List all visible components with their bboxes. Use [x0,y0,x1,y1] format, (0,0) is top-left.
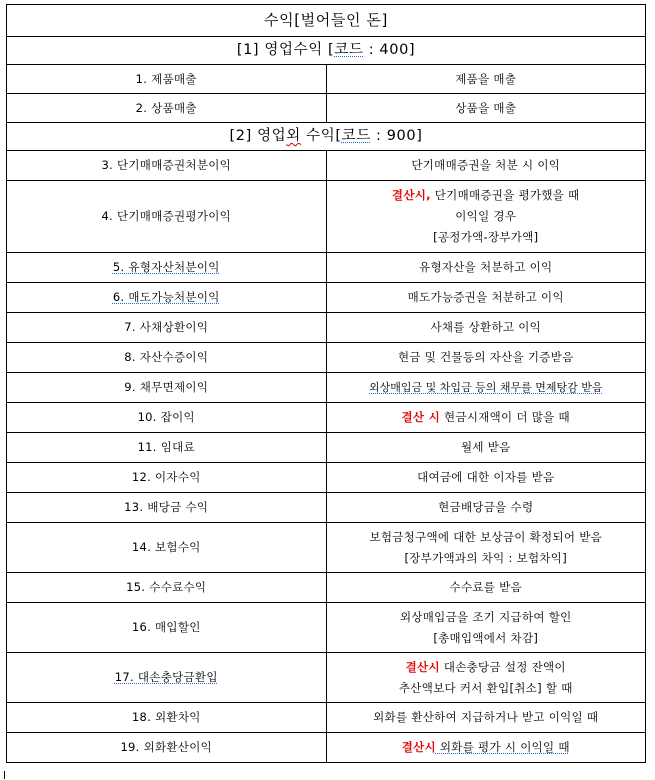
section-prefix: [1] 영업수익 [ [236,42,335,58]
account-description [326,573,646,603]
desc-line: 추산액보다 커서 환입[취소] 할 때 [398,680,573,695]
desc-line: 제품을 매출 [455,71,517,86]
account-description [326,181,646,253]
desc-line: 상품을 매출 [455,100,517,115]
text-cursor [4,771,5,779]
closing-highlight: 결산시 [405,659,440,674]
desc-line: 보험금청구액에 대한 보상금이 확정되어 받음 [369,529,603,544]
account-name: 8. 자산수증이익 [7,343,327,373]
desc-line: 유형자산을 처분하고 이익 [419,260,553,274]
table-row [7,151,646,181]
table-row [7,94,646,123]
desc-line: 월세 받음 [460,440,511,454]
desc-line: 단기매매증권을 평가했을 때 [430,188,580,202]
section-mid: 수익[ [300,128,342,144]
account-description [326,403,646,433]
account-name: 18. 외환차익 [7,703,327,733]
account-description [326,65,646,94]
section-code: 코드 [341,128,371,144]
table-row [7,65,646,94]
account-description [326,313,646,343]
account-name [7,253,327,283]
table-row [7,283,646,313]
section-nonoperating-row [7,123,646,151]
table-header-row [7,5,646,37]
table-row [7,703,646,733]
table-row [7,523,646,573]
table-row [7,181,646,253]
desc-line: [장부가액과의 차익 : 보험차익] [404,550,568,565]
desc-line: 대여금에 대한 이자를 받음 [417,470,555,484]
account-description [326,433,646,463]
table-title-text: 수익[벌어들인 돈] [264,11,388,29]
account-name: 2. 상품매출 [7,94,327,123]
account-description [326,253,646,283]
table-row [7,463,646,493]
desc-line: 외화를 평가 시 이익일 때 [435,740,570,754]
closing-highlight: 결산시, [391,188,431,202]
account-description [326,653,646,703]
table-row [7,653,646,703]
revenue-table [6,4,646,763]
table-row [7,433,646,463]
account-name [7,653,327,703]
account-name-text: 6. 매도가능처분이익 [112,290,220,304]
account-name: 12. 이자수익 [7,463,327,493]
desc-line: [공정가액-장부가액] [433,230,539,244]
section-nonoperating-title [7,123,646,151]
section-wavy: 외 [286,128,301,144]
account-description [326,463,646,493]
desc-line: 사채를 상환하고 이익 [430,320,542,334]
account-description [326,151,646,181]
account-description [326,523,646,573]
account-name: 10. 잡이익 [7,403,327,433]
table-row [7,343,646,373]
closing-highlight: 결산 시 [401,410,441,424]
table-row [7,403,646,433]
table-row [7,603,646,653]
desc-line: [총매입액에서 차감] [433,630,539,645]
account-description [326,343,646,373]
account-description [326,373,646,403]
account-name: 4. 단기매매증권평가이익 [7,181,327,253]
account-name: 1. 제품매출 [7,65,327,94]
account-name-text: 5. 유형자산처분이익 [112,260,220,274]
desc-line: 매도가능증권을 처분하고 이익 [407,290,564,304]
account-description [326,493,646,523]
desc-line: 수수료를 받음 [449,580,522,594]
account-name: 11. 임대료 [7,433,327,463]
desc-line: 외화를 환산하여 지급하거나 받고 이익일 때 [373,710,599,724]
account-description [326,94,646,123]
closing-highlight: 결산시 [401,740,436,754]
table-row [7,493,646,523]
account-description [326,283,646,313]
account-description [326,603,646,653]
section-code: 코드 [334,42,364,58]
account-name: 19. 외화환산이익 [7,733,327,763]
account-name: 14. 보험수익 [7,523,327,573]
table-row [7,733,646,763]
section-suffix: : 400] [363,42,416,58]
table-title [7,5,646,37]
account-name: 13. 배당금 수익 [7,493,327,523]
table-row [7,573,646,603]
desc-line: 외상매입금을 조기 지급하여 할인 [399,609,572,624]
table-row [7,253,646,283]
desc-line: 외상매입금 및 차입금 등의 채무를 면제탕감 받음 [369,381,603,394]
section-suffix: : 900] [370,128,423,144]
account-name-text: 17. 대손충당금환입 [114,670,218,684]
table-row [7,373,646,403]
account-name: 9. 채무면제이익 [7,373,327,403]
section-operating-row [7,37,646,65]
account-name: 3. 단기매매증권처분이익 [7,151,327,181]
section-operating-title [7,37,646,65]
desc-line: 단기매매증권을 처분 시 이익 [411,158,561,172]
account-name: 15. 수수료수익 [7,573,327,603]
section-prefix: [2] 영업 [229,128,287,144]
account-name [7,283,327,313]
account-name: 16. 매입할인 [7,603,327,653]
desc-line: 현금배당금을 수령 [438,500,534,514]
account-description [326,703,646,733]
table-row [7,313,646,343]
desc-line: 이익일 경우 [455,209,517,223]
desc-line: 대손충당금 설정 잔액이 [439,659,566,674]
account-name: 7. 사채상환이익 [7,313,327,343]
desc-line: 현금시재액이 더 많을 때 [440,410,570,424]
account-description [326,733,646,763]
desc-line: 현금 및 건물등의 자산을 기증받음 [397,350,574,364]
